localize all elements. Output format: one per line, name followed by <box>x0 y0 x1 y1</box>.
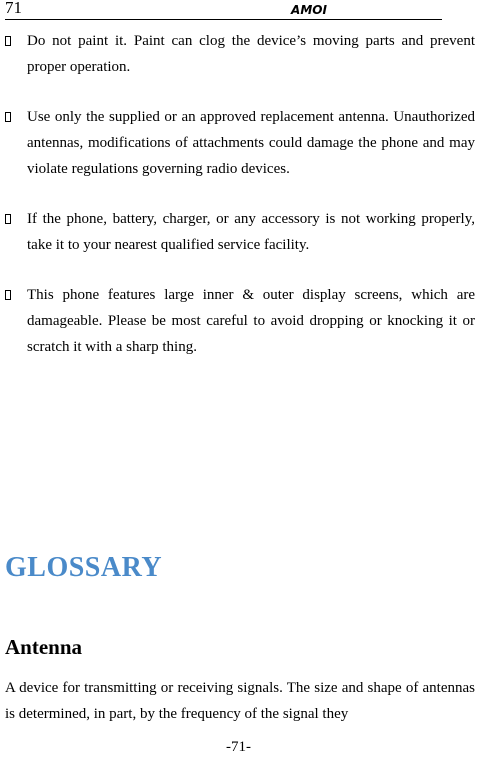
term-heading: Antenna <box>5 635 83 659</box>
list-item <box>0 206 477 258</box>
list-item-text: If the phone, battery, charger, or any accessory is not working properly, take it to your nearest qualified service facility. <box>27 211 475 253</box>
svg-text:AMOI: AMOI <box>291 3 327 15</box>
header-page-number: 71 <box>5 0 22 17</box>
bullet-box-icon <box>5 290 11 300</box>
list-item-text: This phone features large inner & outer display screens, which are damageable. Please be most careful to avoid dropping or knocking it or scratch it with a sharp thing. <box>27 287 475 355</box>
term-definition: A device for transmitting or receiving signals. The size and shape of antennas is determined, in part, by the frequency of the signal they <box>5 680 475 722</box>
precautions-list <box>0 28 477 384</box>
bullet-box-icon <box>5 214 11 224</box>
list-item-text: Use only the supplied or an approved replacement antenna. Unauthorized antennas, modifications of attachments could damage the phone and may violate regulations governing radio devices. <box>27 109 475 177</box>
glossary-heading: GLOSSARY <box>5 552 163 583</box>
amoi-logo <box>284 3 334 15</box>
bullet-box-icon <box>5 36 11 46</box>
footer-page-number: -71- <box>226 739 251 755</box>
list-item <box>0 282 477 360</box>
page-header <box>5 0 442 20</box>
list-item <box>0 28 477 80</box>
list-item-text: Do not paint it. Paint can clog the device’s moving parts and prevent proper operation. <box>27 33 475 75</box>
bullet-box-icon <box>5 112 11 122</box>
list-item <box>0 104 477 182</box>
